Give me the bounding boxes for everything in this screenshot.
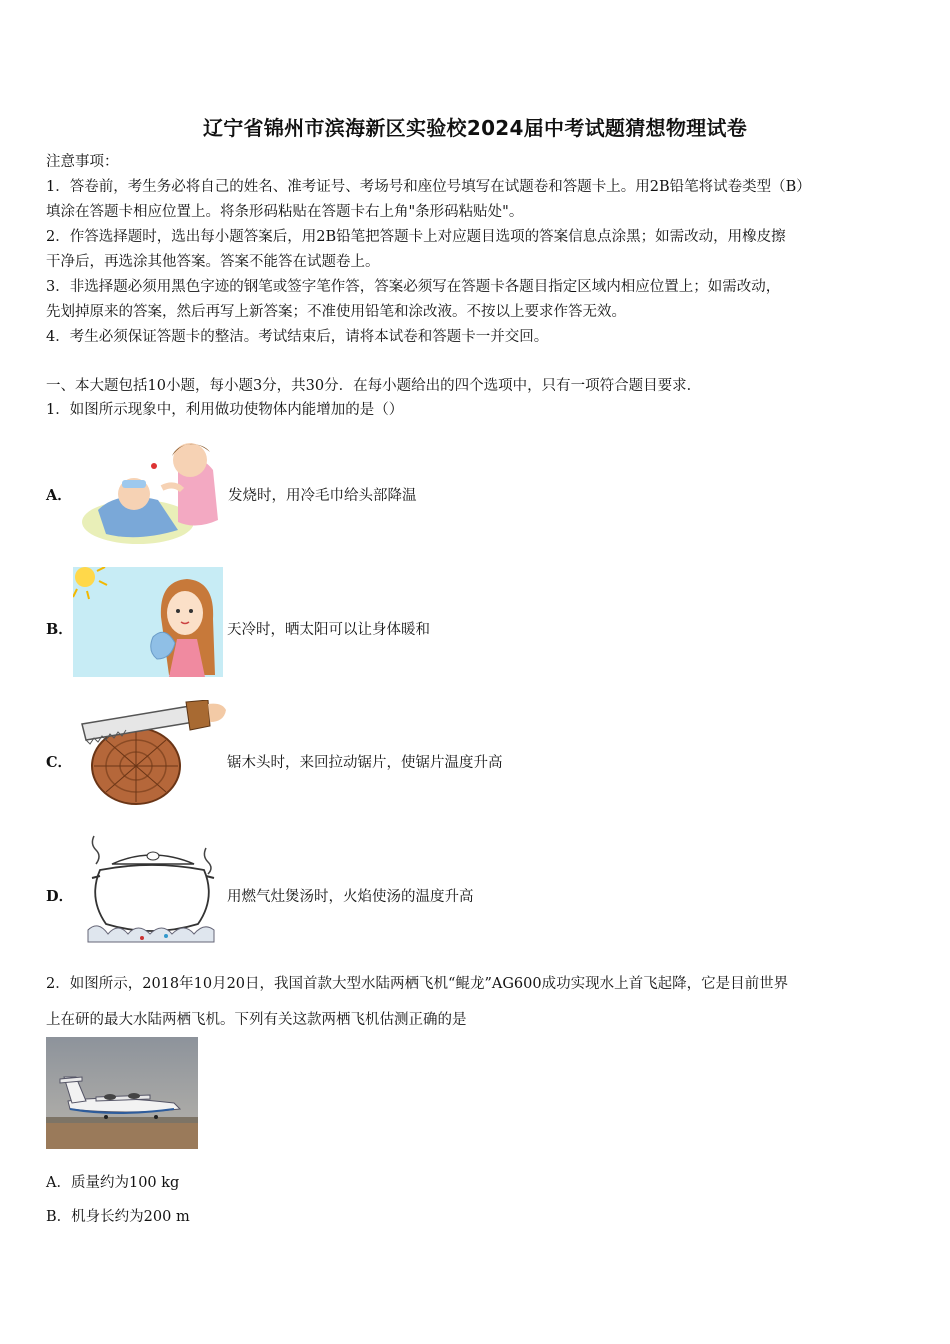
question-1-option-b: [46, 565, 906, 685]
question-1-option-d: [46, 834, 906, 954]
question-2-option-b: [46, 1205, 190, 1230]
pot-on-stove-illustration: [78, 834, 226, 946]
question-2-stem-line: 上在研的最大水陆两栖飞机。下列有关这款两栖飞机估测正确的是: [46, 1012, 467, 1028]
instructions-block: [46, 150, 811, 350]
instruction-line: 干净后，再选涂其他答案。答案不能答在试题卷上。: [46, 254, 380, 270]
option-label: B．: [46, 1209, 72, 1225]
option-text: 机身长约为200 m: [71, 1209, 190, 1225]
section-heading: 一、本大题包括10小题，每小题3分，共30分．在每小题给出的四个选项中，只有一项符合题目要求．: [46, 378, 702, 394]
question-1-stem: 1．如图所示现象中，利用做功使物体内能增加的是（）: [46, 402, 404, 418]
option-label: A．: [46, 487, 72, 504]
option-text: 锯木头时，来回拉动锯片，使锯片温度升高: [227, 755, 503, 771]
instruction-line: 4．考生必须保证答题卡的整洁。考试结束后，请将本试卷和答题卡一并交回。: [46, 329, 549, 345]
instruction-line: 先划掉原来的答案，然后再写上新答案；不准使用铅笔和涂改液。不按以上要求作答无效。: [46, 304, 626, 320]
instruction-line: 2．作答选择题时，选出每小题答案后，用2B铅笔把答题卡上对应题目选项的答案信息点涂黑；如需改动，用橡皮擦: [46, 229, 786, 245]
option-text: 用燃气灶煲汤时，火焰使汤的温度升高: [227, 889, 474, 905]
option-label: D．: [46, 888, 74, 905]
exam-title: 辽宁省锦州市滨海新区实验校2024届中考试题猜想物理试卷: [202, 116, 748, 140]
question-1-option-c: [46, 698, 906, 818]
option-text: 发烧时，用冷毛巾给头部降温: [228, 488, 417, 504]
question-1-option-a: [46, 430, 906, 550]
option-text: 天冷时，晒太阳可以让身体暖和: [227, 622, 430, 638]
option-text: 质量约为100 kg: [70, 1175, 180, 1191]
instruction-line: 1．答卷前，考生务必将自己的姓名、准考证号、考场号和座位号填写在试题卷和答题卡上。用2B铅笔将试卷类型（B）: [46, 179, 811, 195]
question-2-option-a: [46, 1171, 179, 1196]
option-label: C．: [46, 754, 73, 771]
instructions-heading: 注意事项：: [46, 154, 119, 170]
sunbathing-girl-illustration: [73, 567, 223, 677]
question-2-stem: [46, 966, 788, 1038]
option-label: A．: [46, 1175, 71, 1191]
sawing-wood-illustration: [78, 700, 228, 808]
option-label: B．: [46, 621, 73, 638]
instruction-line: 填涂在答题卡相应位置上。将条形码粘贴在答题卡右上角"条形码粘贴处"。: [46, 204, 524, 220]
instruction-line: 3．非选择题必须用黑色字迹的钢笔或签字笔作答，答案必须写在答题卡各题目指定区域内相应位置上；如需改动，: [46, 279, 781, 295]
sick-child-illustration: [78, 430, 228, 548]
question-2-stem-line: 2．如图所示，2018年10月20日，我国首款大型水陆两栖飞机“鲲龙”AG600成功实现水上首飞起降，它是目前世界: [46, 976, 789, 992]
amphibious-aircraft-photo: [46, 1037, 198, 1149]
